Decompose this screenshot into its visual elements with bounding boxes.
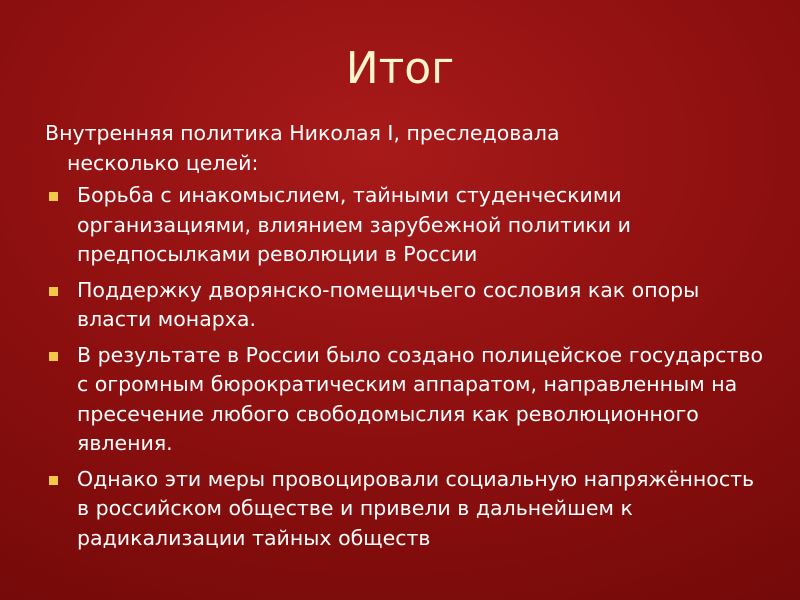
square-bullet-icon [49,192,58,201]
bullet-item [45,276,765,335]
intro-line-1: Внутренняя политика Николая I, преследовала [45,121,560,145]
bullet-text: Борьба с инакомыслием, тайными студенческими организациями, влиянием зарубежной политики и предпосылками революции в России [77,183,631,266]
bullet-text: Поддержку дворянско-помещичьего сословия как опоры власти монарха. [77,277,700,331]
bullet-item [45,465,765,554]
bullet-text: Однако эти меры провоцировали социальную напряжённость в российском обществе и привели в дальнейшем к радикализации тайных обществ [77,466,755,550]
intro-line-2: несколько целей: [67,151,259,175]
square-bullet-icon [49,287,58,296]
intro-text [45,118,765,178]
square-bullet-icon [49,476,58,485]
bullet-item [45,341,765,459]
bullet-text: В результате в России было создано полицейское государство с огромным бюрократическим аппаратом, направленным на пресечение любого свободомыслия как революционного явления. [77,342,763,455]
bullet-list [45,181,765,559]
square-bullet-icon [49,352,58,361]
bullet-item [45,181,765,270]
slide-title: Итог [345,43,455,94]
